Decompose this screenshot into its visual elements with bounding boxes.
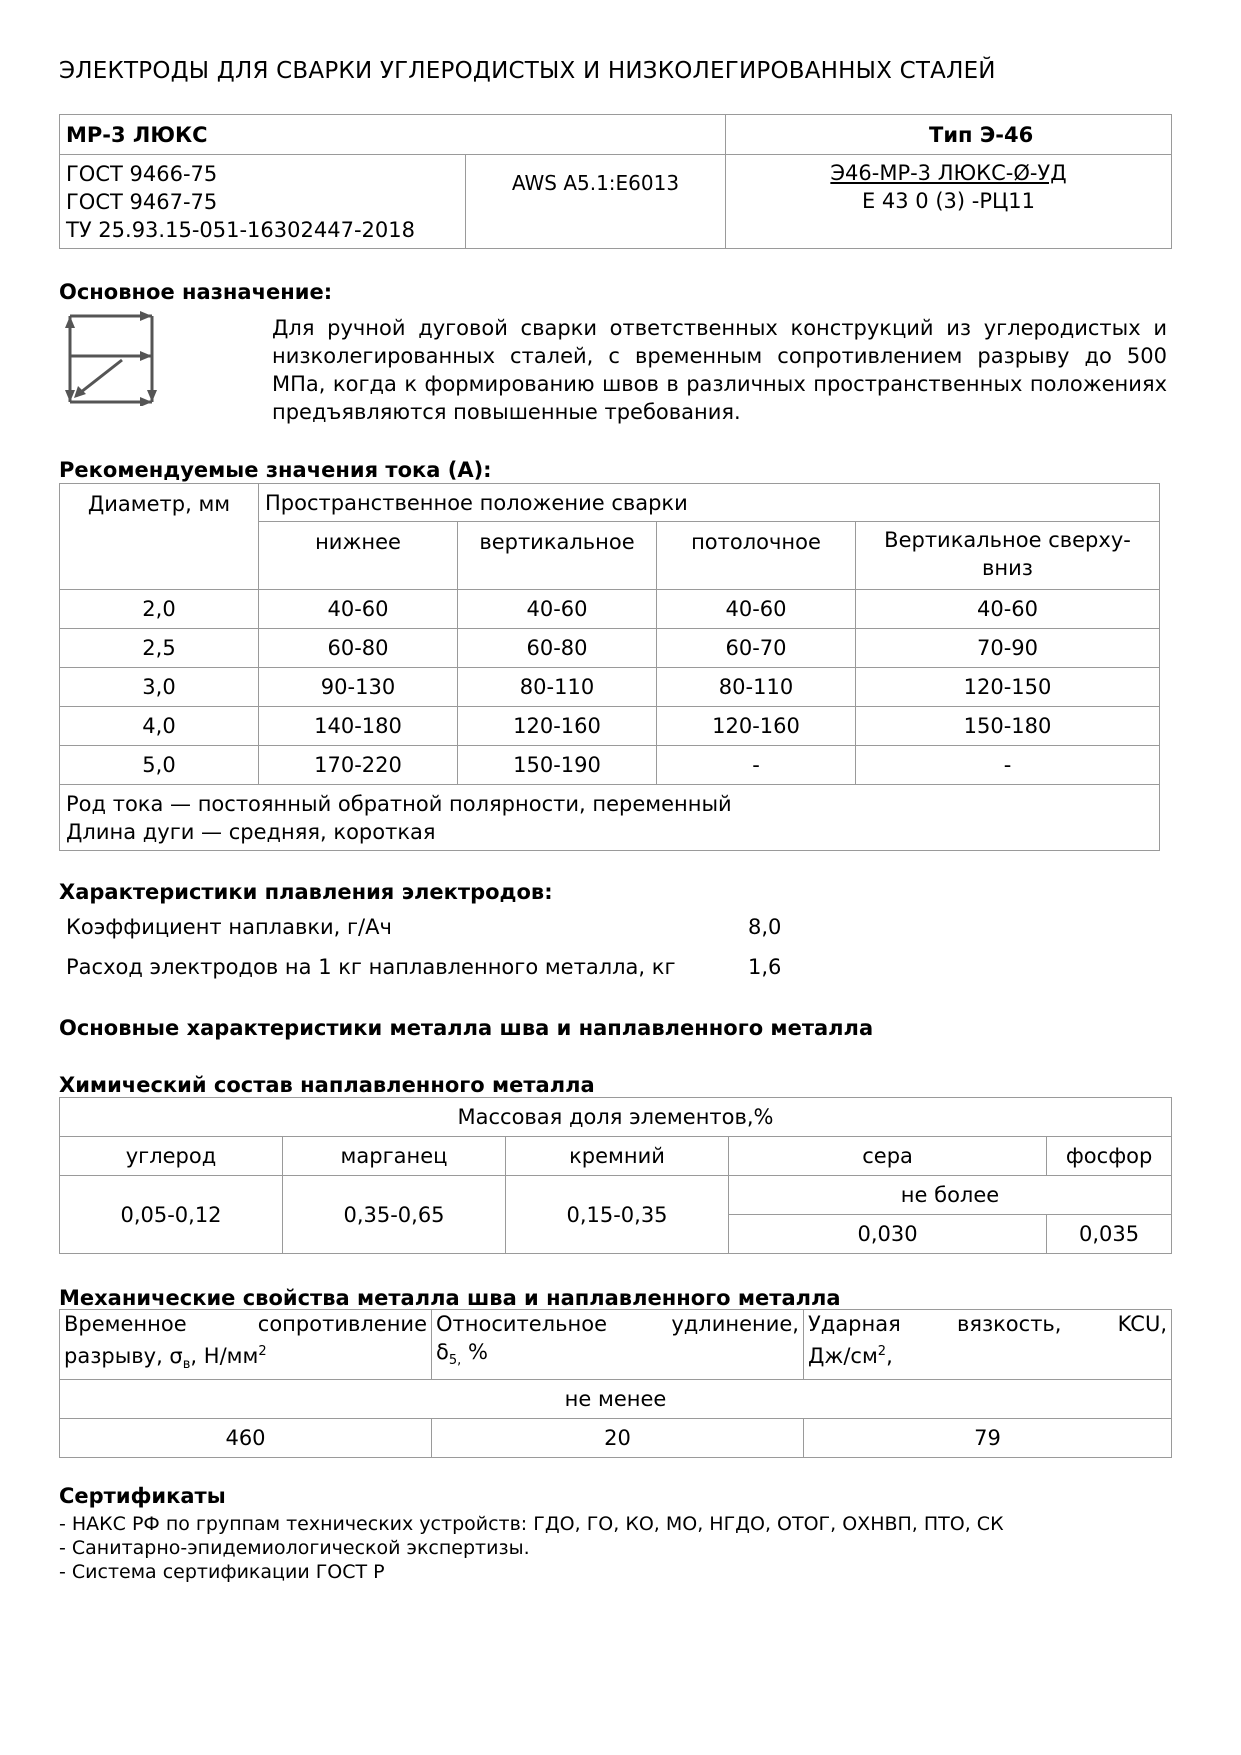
tensile-strength-units xyxy=(64,1338,427,1379)
not-more-label: не более xyxy=(729,1176,1172,1215)
current-heading: Рекомендуемые значения тока (А): xyxy=(59,458,492,482)
position-vertical: вертикальное xyxy=(458,522,657,590)
current-table xyxy=(59,483,1160,851)
table-cell: 60-80 xyxy=(259,629,458,668)
designation-formula: Э46-МР-3 ЛЮКС-Ø-УД xyxy=(830,161,1067,185)
impact-unit: Дж/см xyxy=(808,1344,878,1368)
tensile-strength-value: 460 xyxy=(60,1419,432,1458)
iso-classification: Е 43 0 (3) -РЦ11 xyxy=(861,189,1036,213)
value-sulfur: 0,030 xyxy=(729,1215,1047,1254)
arc-length-note: Длина дуги — средняя, короткая xyxy=(66,819,436,844)
impact-superscript: 2 xyxy=(877,1344,887,1359)
element-carbon: углерод xyxy=(60,1137,283,1176)
tensile-strength-header xyxy=(60,1310,432,1380)
table-cell: 2,5 xyxy=(60,629,259,668)
table-cell: 40-60 xyxy=(657,590,856,629)
position-overhead: потолочное xyxy=(657,522,856,590)
standard-gost-2: ГОСТ 9467-75 xyxy=(66,189,218,214)
elongation-header xyxy=(432,1310,804,1380)
designation-cell xyxy=(726,155,1172,249)
table-cell: 90-130 xyxy=(259,668,458,707)
brand-name: МР-3 ЛЮКС xyxy=(60,115,726,155)
deposition-coefficient-value: 8,0 xyxy=(748,915,782,939)
electrode-consumption-label: Расход электродов на 1 кг наплавленного металла, кг xyxy=(66,955,676,979)
aws-classification: AWS A5.1:E6013 xyxy=(466,155,726,249)
current-type-note: Род тока — постоянный обратной полярности, переменный xyxy=(66,791,732,816)
main-characteristics-heading: Основные характеристики металла шва и наплавленного металла xyxy=(59,1016,874,1040)
tensile-unit: , Н/мм xyxy=(190,1344,259,1368)
certificates-heading: Сертификаты xyxy=(59,1484,226,1508)
document-title: ЭЛЕКТРОДЫ ДЛЯ СВАРКИ УГЛЕРОДИСТЫХ И НИЗКОЛЕГИРОВАННЫХ СТАЛЕЙ xyxy=(59,58,996,84)
impact-toughness-value: 79 xyxy=(804,1419,1172,1458)
value-phosphorus: 0,035 xyxy=(1047,1215,1172,1254)
purpose-text: Для ручной дуговой сварки ответственных конструкций из углеродистых и низколегированных сталей, с временным сопротивлением разрыву до 500 МПа, когда к формированию швов в различных пространственных положениях предъявляются повышенные требования. xyxy=(272,316,1167,424)
element-manganese: марганец xyxy=(283,1137,506,1176)
table-cell: 60-80 xyxy=(458,629,657,668)
table-cell: 40-60 xyxy=(259,590,458,629)
impact-toughness-label: Ударная вязкость, KCU, xyxy=(808,1312,1167,1336)
table-cell: 5,0 xyxy=(60,746,259,785)
chemistry-caption: Массовая доля элементов,% xyxy=(60,1098,1172,1137)
position-header: Пространственное положение сварки xyxy=(259,484,1160,522)
table-cell: 40-60 xyxy=(458,590,657,629)
table-row xyxy=(60,746,1160,785)
value-silicon: 0,15-0,35 xyxy=(506,1176,729,1254)
table-row xyxy=(60,707,1160,746)
elongation-unit: % xyxy=(461,1340,488,1364)
table-cell: 120-150 xyxy=(856,668,1160,707)
table-cell: - xyxy=(856,746,1160,785)
table-cell: 40-60 xyxy=(856,590,1160,629)
impact-comma: , xyxy=(886,1344,893,1368)
electrode-type: Тип Э-46 xyxy=(726,115,1172,155)
standard-gost-1: ГОСТ 9466-75 xyxy=(66,161,218,186)
table-cell: 120-160 xyxy=(458,707,657,746)
value-manganese: 0,35-0,65 xyxy=(283,1176,506,1254)
melting-heading: Характеристики плавления электродов: xyxy=(59,880,553,904)
certificate-item: - НАКС РФ по группам технических устройств: ГДО, ГО, КО, МО, НГДО, ОТОГ, ОХНВП, ПТО, СК xyxy=(59,1513,1004,1535)
mechanical-table xyxy=(59,1309,1172,1458)
table-cell: - xyxy=(657,746,856,785)
position-vertical-down: Вертикальное сверху-вниз xyxy=(856,522,1160,590)
table-cell: 120-160 xyxy=(657,707,856,746)
table-cell: 170-220 xyxy=(259,746,458,785)
diameter-header: Диаметр, мм xyxy=(60,484,259,590)
position-flat: нижнее xyxy=(259,522,458,590)
tensile-subscript: в xyxy=(182,1357,191,1373)
tensile-superscript: 2 xyxy=(258,1344,267,1359)
element-sulfur: сера xyxy=(729,1137,1047,1176)
tensile-strength-label: Временное сопротивление xyxy=(64,1312,427,1336)
table-cell: 4,0 xyxy=(60,707,259,746)
table-row xyxy=(60,629,1160,668)
elongation-symbol: δ xyxy=(436,1340,449,1364)
impact-toughness-header xyxy=(804,1310,1172,1380)
electrode-consumption-value: 1,6 xyxy=(748,955,782,979)
table-row xyxy=(60,668,1160,707)
mechanical-heading: Механические свойства металла шва и наплавленного металла xyxy=(59,1286,841,1310)
header-table xyxy=(59,114,1172,249)
standards-cell xyxy=(60,155,466,249)
deposition-coefficient-label: Коэффициент наплавки, г/Ач xyxy=(66,915,392,939)
chemistry-table xyxy=(59,1097,1172,1254)
table-cell: 3,0 xyxy=(60,668,259,707)
certificate-item: - Система сертификации ГОСТ Р xyxy=(59,1561,385,1583)
elongation-value: 20 xyxy=(432,1419,804,1458)
elongation-units xyxy=(436,1338,799,1375)
table-cell: 80-110 xyxy=(458,668,657,707)
table-cell: 150-180 xyxy=(856,707,1160,746)
chemistry-heading: Химический состав наплавленного металла xyxy=(59,1073,595,1097)
table-cell: 2,0 xyxy=(60,590,259,629)
table-cell: 80-110 xyxy=(657,668,856,707)
value-carbon: 0,05-0,12 xyxy=(60,1176,283,1254)
table-cell: 140-180 xyxy=(259,707,458,746)
table-cell: 70-90 xyxy=(856,629,1160,668)
table-row xyxy=(60,590,1160,629)
element-silicon: кремний xyxy=(506,1137,729,1176)
elongation-label: Относительное удлинение, xyxy=(436,1312,799,1336)
current-notes xyxy=(60,785,1160,851)
elongation-subscript: 5, xyxy=(448,1353,462,1369)
purpose-heading: Основное назначение: xyxy=(59,280,333,304)
impact-toughness-units xyxy=(808,1338,1167,1370)
element-phosphorus: фосфор xyxy=(1047,1137,1172,1176)
certificate-item: - Санитарно-эпидемиологической экспертизы. xyxy=(59,1537,530,1559)
table-cell: 150-190 xyxy=(458,746,657,785)
tensile-symbol: разрыву, σ xyxy=(64,1344,183,1368)
standard-tu: ТУ 25.93.15-051-16302447-2018 xyxy=(66,217,415,242)
not-less-label: не менее xyxy=(60,1380,1172,1419)
table-cell: 60-70 xyxy=(657,629,856,668)
welding-positions-icon xyxy=(62,310,162,410)
